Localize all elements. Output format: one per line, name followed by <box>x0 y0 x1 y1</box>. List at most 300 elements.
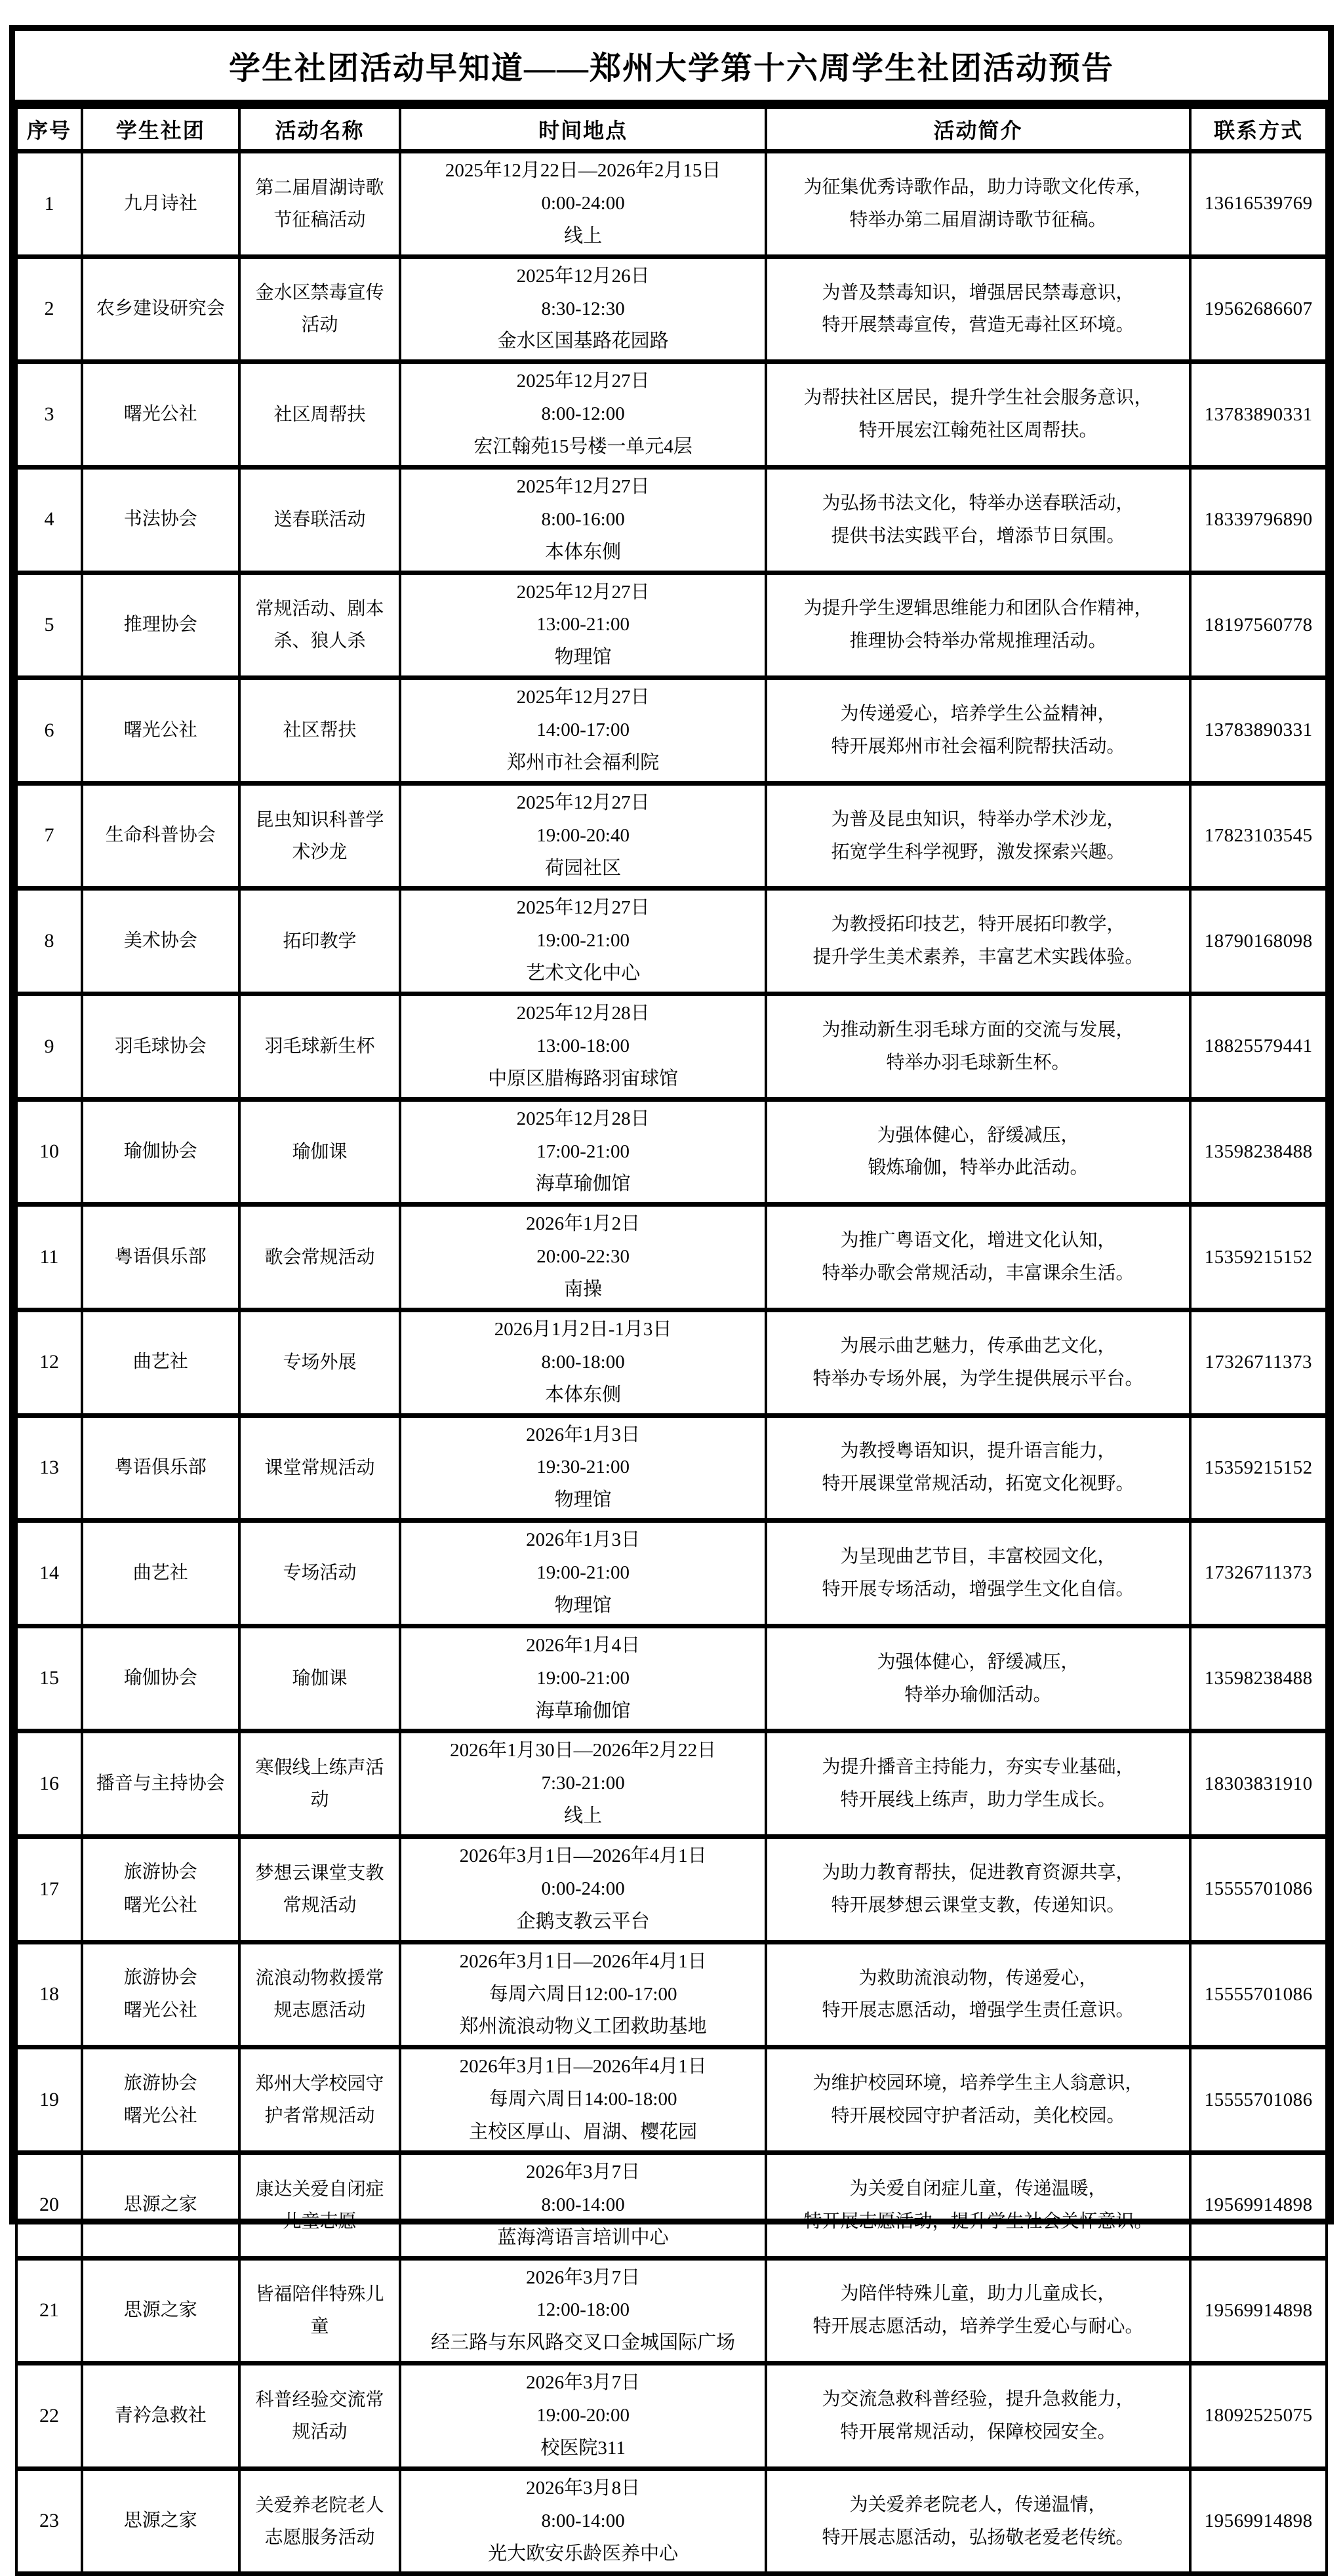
cell-contact-phone: 19569914898 <box>1190 2468 1327 2574</box>
cell-activity-name: 昆虫知识科普学术沙龙 <box>239 783 401 889</box>
cell-serial-number: 22 <box>16 2364 82 2469</box>
club-name-line: 瑜伽协会 <box>123 1141 197 1162</box>
cell-time-location <box>400 1626 765 1731</box>
time-location-line: 蓝海湾语言培训中心 <box>497 2226 669 2248</box>
time-location-line: 2025年12月22日—2026年2月15日 <box>445 160 721 181</box>
cell-club-name <box>82 1837 239 1942</box>
cell-contact-phone: 15359215152 <box>1190 1415 1327 1521</box>
cell-contact-phone: 19562686607 <box>1190 256 1327 362</box>
cell-contact-phone: 18339796890 <box>1190 467 1327 573</box>
activity-intro-line: 为救助流浪动物，传递爱心， <box>858 1967 1098 1988</box>
table-row <box>16 2468 1327 2574</box>
club-name-line: 美术协会 <box>123 930 197 951</box>
club-name-line: 瑜伽协会 <box>123 1668 197 1689</box>
cell-contact-phone: 18790168098 <box>1190 889 1327 994</box>
cell-activity-intro <box>766 2047 1190 2153</box>
activity-intro-line: 特开展志愿活动，增强学生责任意识。 <box>822 2000 1134 2021</box>
activity-intro-line: 为推动新生羽毛球方面的交流与发展， <box>822 1019 1134 1040</box>
table-row <box>16 467 1327 573</box>
cell-activity-intro <box>766 783 1190 889</box>
table-row <box>16 1942 1327 2047</box>
time-location-line: 宏江翰苑15号楼一单元4层 <box>473 436 692 457</box>
time-location-line: 2026年1月2日 <box>526 1213 641 1235</box>
cell-club-name <box>82 573 239 678</box>
time-location-line: 7:30-21:00 <box>541 1773 625 1794</box>
table-row <box>16 994 1327 1100</box>
cell-serial-number: 8 <box>16 889 82 994</box>
cell-activity-intro <box>766 467 1190 573</box>
time-location-line: 南操 <box>564 1279 603 1300</box>
time-location-line: 2026年1月3日 <box>526 1424 641 1445</box>
cell-activity-name: 羽毛球新生杯 <box>239 994 401 1100</box>
time-location-line: 企鹅支教云平台 <box>516 1910 650 1932</box>
cell-club-name <box>82 678 239 784</box>
cell-time-location <box>400 783 765 889</box>
cell-serial-number: 1 <box>16 151 82 257</box>
activity-intro-line: 为助力教育帮扶，促进教育资源共享， <box>822 1862 1134 1883</box>
time-location-line: 19:00-21:00 <box>536 1667 630 1689</box>
activity-intro-line: 为关爱养老院老人，传递温情， <box>849 2494 1107 2515</box>
activity-intro-line: 特开展专场活动，增强学生文化自信。 <box>822 1579 1134 1600</box>
activity-intro-line: 特开展常规活动，保障校园安全。 <box>840 2421 1116 2442</box>
cell-serial-number: 20 <box>16 2152 82 2258</box>
time-location-line: 2025年12月27日 <box>516 371 650 392</box>
time-location-line: 19:00-20:40 <box>536 824 630 846</box>
time-location-line: 2026年1月30日—2026年2月22日 <box>450 1740 717 1761</box>
cell-activity-intro <box>766 1837 1190 1942</box>
time-location-line: 0:00-24:00 <box>541 1878 625 1899</box>
activity-intro-line: 特举办专场外展，为学生提供展示平台。 <box>812 1368 1144 1389</box>
cell-club-name <box>82 1942 239 2047</box>
cell-serial-number: 10 <box>16 1099 82 1205</box>
column-header-no: 序号 <box>16 107 82 151</box>
activity-intro-line: 锻炼瑜伽，特举办此活动。 <box>868 1157 1089 1178</box>
table-row <box>16 889 1327 994</box>
time-location-line: 2025年12月27日 <box>516 792 650 813</box>
cell-time-location <box>400 2152 765 2258</box>
time-location-line: 8:30-12:30 <box>541 298 625 319</box>
cell-contact-phone: 15555701086 <box>1190 2047 1327 2153</box>
cell-club-name <box>82 994 239 1100</box>
time-location-line: 8:00-14:00 <box>541 2510 625 2531</box>
table-row <box>16 2047 1327 2153</box>
time-location-line: 本体东侧 <box>545 541 622 563</box>
cell-club-name <box>82 1415 239 1521</box>
table-row <box>16 1837 1327 1942</box>
cell-activity-name: 梦想云课堂支教常规活动 <box>239 1837 401 1942</box>
cell-club-name <box>82 467 239 573</box>
club-name-line: 书法协会 <box>123 509 197 530</box>
time-location-line: 8:00-18:00 <box>541 1351 625 1373</box>
activity-intro-line: 为强体健心，舒缓减压， <box>877 1651 1079 1672</box>
cell-time-location <box>400 994 765 1100</box>
cell-time-location <box>400 256 765 362</box>
column-header-time: 时间地点 <box>400 107 765 151</box>
time-location-line: 2026年3月7日 <box>526 2372 641 2394</box>
club-name-line: 曙光公社 <box>123 403 197 424</box>
time-location-line: 20:00-22:30 <box>536 1246 630 1268</box>
cell-serial-number: 14 <box>16 1521 82 1626</box>
activity-intro-line: 特开展宏江翰苑社区周帮扶。 <box>858 420 1098 441</box>
cell-activity-intro <box>766 994 1190 1100</box>
time-location-line: 8:00-16:00 <box>541 508 625 530</box>
club-name-line: 青衿急救社 <box>114 2405 207 2426</box>
time-location-line: 本体东侧 <box>545 1384 622 1405</box>
activity-intro-line: 特开展课堂常规活动，拓宽文化视野。 <box>822 1474 1134 1495</box>
activity-intro-line: 特开展志愿活动，培养学生爱心与耐心。 <box>812 2316 1144 2337</box>
activity-intro-line: 拓宽学生科学视野，激发探索兴趣。 <box>831 841 1125 862</box>
activity-intro-line: 特开展校园守护者活动，美化校园。 <box>831 2106 1125 2127</box>
time-location-line: 海草瑜伽馆 <box>535 1700 631 1721</box>
time-location-line: 2025年12月27日 <box>516 897 650 919</box>
cell-activity-name: 科普经验交流常规活动 <box>239 2364 401 2469</box>
cell-activity-intro <box>766 2468 1190 2574</box>
club-name-line: 粤语俱乐部 <box>114 1457 207 1478</box>
activity-intro-line: 为推广粤语文化，增进文化认知， <box>840 1230 1116 1251</box>
club-name-line: 旅游协会 <box>123 2072 197 2093</box>
cell-club-name <box>82 2364 239 2469</box>
cell-contact-phone: 18092525075 <box>1190 2364 1327 2469</box>
table-row <box>16 678 1327 784</box>
column-header-activity: 活动名称 <box>239 107 401 151</box>
cell-contact-phone: 13616539769 <box>1190 151 1327 257</box>
cell-time-location <box>400 1521 765 1626</box>
activity-intro-line: 为提升播音主持能力，夯实专业基础， <box>822 1757 1134 1778</box>
activity-intro-line: 提供书法实践平台，增添节日氛围。 <box>831 525 1125 546</box>
table-row <box>16 573 1327 678</box>
time-location-line: 海草瑜伽馆 <box>535 1173 631 1195</box>
cell-activity-intro <box>766 1731 1190 1837</box>
club-name-line: 曙光公社 <box>123 1895 197 1916</box>
page-title: 学生社团活动早知道——郑州大学第十六周学生社团活动预告 <box>15 31 1328 104</box>
table-row <box>16 1099 1327 1205</box>
club-name-line: 羽毛球协会 <box>114 1036 207 1057</box>
cell-serial-number: 2 <box>16 256 82 362</box>
cell-activity-intro <box>766 2152 1190 2258</box>
cell-contact-phone: 19569914898 <box>1190 2258 1327 2364</box>
cell-activity-intro <box>766 1310 1190 1415</box>
time-location-line: 8:00-12:00 <box>541 403 625 425</box>
cell-activity-intro <box>766 1099 1190 1205</box>
time-location-line: 2026年3月1日—2026年4月1日 <box>459 2056 707 2078</box>
time-location-line: 郑州流浪动物义工团救助基地 <box>459 2016 707 2038</box>
table-row <box>16 783 1327 889</box>
cell-time-location <box>400 362 765 468</box>
cell-activity-intro <box>766 2364 1190 2469</box>
cell-serial-number: 18 <box>16 1942 82 2047</box>
cell-activity-name: 歌会常规活动 <box>239 1205 401 1310</box>
time-location-line: 2026年1月4日 <box>526 1634 641 1656</box>
table-row <box>16 1521 1327 1626</box>
cell-activity-name: 社区帮扶 <box>239 678 401 784</box>
cell-activity-intro <box>766 362 1190 468</box>
cell-club-name <box>82 151 239 257</box>
cell-time-location <box>400 573 765 678</box>
cell-serial-number: 23 <box>16 2468 82 2574</box>
activities-table <box>15 104 1328 2576</box>
cell-contact-phone: 15555701086 <box>1190 1837 1327 1942</box>
cell-serial-number: 13 <box>16 1415 82 1521</box>
time-location-line: 19:00-21:00 <box>536 930 630 952</box>
cell-contact-phone: 17326711373 <box>1190 1310 1327 1415</box>
cell-time-location <box>400 1310 765 1415</box>
cell-activity-intro <box>766 256 1190 362</box>
cell-serial-number: 16 <box>16 1731 82 1837</box>
cell-contact-phone: 18197560778 <box>1190 573 1327 678</box>
club-name-line: 思源之家 <box>123 2510 197 2531</box>
activity-intro-line: 为弘扬书法文化，特举办送春联活动， <box>822 493 1134 513</box>
club-name-line: 曙光公社 <box>123 2000 197 2021</box>
club-name-line: 粤语俱乐部 <box>114 1246 207 1267</box>
club-name-line: 曲艺社 <box>132 1562 188 1583</box>
time-location-line: 19:00-21:00 <box>536 1562 630 1583</box>
time-location-line: 19:30-21:00 <box>536 1457 630 1478</box>
column-header-phone: 联系方式 <box>1190 107 1327 151</box>
cell-contact-phone: 13598238488 <box>1190 1099 1327 1205</box>
cell-serial-number: 5 <box>16 573 82 678</box>
time-location-line: 艺术文化中心 <box>526 963 641 984</box>
time-location-line: 19:00-20:00 <box>536 2405 630 2426</box>
time-location-line: 2026年3月8日 <box>526 2477 641 2499</box>
cell-time-location <box>400 467 765 573</box>
cell-activity-intro <box>766 1626 1190 1731</box>
cell-activity-intro <box>766 573 1190 678</box>
activity-intro-line: 特开展梦想云课堂支教，传递知识。 <box>831 1895 1125 1916</box>
activity-intro-line: 为教授拓印技艺，特开展拓印教学， <box>831 914 1125 935</box>
cell-activity-intro <box>766 1521 1190 1626</box>
cell-activity-name: 专场外展 <box>239 1310 401 1415</box>
activity-intro-line: 为帮扶社区居民，提升学生社会服务意识， <box>803 388 1153 409</box>
cell-serial-number: 11 <box>16 1205 82 1310</box>
cell-club-name <box>82 1626 239 1731</box>
time-location-line: 每周六周日14:00-18:00 <box>489 2089 677 2110</box>
activity-intro-line: 特开展志愿活动，提升学生社会关怀意识。 <box>803 2211 1153 2232</box>
activity-intro-line: 特举办歌会常规活动，丰富课余生活。 <box>822 1263 1134 1284</box>
cell-club-name <box>82 1731 239 1837</box>
cell-time-location <box>400 1415 765 1521</box>
club-name-line: 曲艺社 <box>132 1352 188 1373</box>
table-row <box>16 2364 1327 2469</box>
activity-intro-line: 为交流急救科普经验，提升急救能力， <box>822 2389 1134 2410</box>
table-row <box>16 1310 1327 1415</box>
club-name-line: 播音与主持协会 <box>96 1773 225 1794</box>
cell-activity-intro <box>766 1205 1190 1310</box>
time-location-line: 2026年1月3日 <box>526 1529 641 1551</box>
cell-time-location <box>400 889 765 994</box>
time-location-line: 物理馆 <box>554 1489 612 1511</box>
club-name-line: 曙光公社 <box>123 2106 197 2127</box>
cell-activity-name: 皆福陪伴特殊儿童 <box>239 2258 401 2364</box>
cell-contact-phone: 13783890331 <box>1190 678 1327 784</box>
club-name-line: 九月诗社 <box>123 193 197 214</box>
cell-activity-name: 康达关爱自闭症儿童志愿 <box>239 2152 401 2258</box>
club-name-line: 思源之家 <box>123 2300 197 2321</box>
cell-contact-phone: 19569914898 <box>1190 2152 1327 2258</box>
cell-activity-name: 课堂常规活动 <box>239 1415 401 1521</box>
club-name-line: 农乡建设研究会 <box>96 298 225 319</box>
cell-contact-phone: 13783890331 <box>1190 362 1327 468</box>
time-location-line: 物理馆 <box>554 1594 612 1616</box>
time-location-line: 14:00-17:00 <box>536 719 630 740</box>
column-header-club: 学生社团 <box>82 107 239 151</box>
time-location-line: 2026月1月2日-1月3日 <box>494 1318 672 1340</box>
table-row <box>16 362 1327 468</box>
time-location-line: 2026年3月1日—2026年4月1日 <box>459 1950 707 1972</box>
activity-intro-line: 特举办第二届眉湖诗歌节征稿。 <box>849 209 1107 230</box>
table-row <box>16 151 1327 257</box>
time-location-line: 2026年3月7日 <box>526 2161 641 2183</box>
time-location-line: 12:00-18:00 <box>536 2299 630 2321</box>
time-location-line: 13:00-18:00 <box>536 1035 630 1057</box>
cell-activity-name: 常规活动、剧本杀、狼人杀 <box>239 573 401 678</box>
time-location-line: 金水区国基路花园路 <box>497 331 669 352</box>
activity-intro-line: 为强体健心，舒缓减压， <box>877 1125 1079 1146</box>
activity-intro-line: 推理协会特举办常规推理活动。 <box>849 631 1107 652</box>
cell-club-name <box>82 256 239 362</box>
club-name-line: 推理协会 <box>123 614 197 635</box>
cell-club-name <box>82 2468 239 2574</box>
cell-time-location <box>400 2047 765 2153</box>
column-header-intro: 活动简介 <box>766 107 1190 151</box>
table-row <box>16 1415 1327 1521</box>
activity-intro-line: 为关爱自闭症儿童，传递温暖， <box>849 2178 1107 2199</box>
cell-activity-name: 金水区禁毒宣传活动 <box>239 256 401 362</box>
table-row <box>16 1731 1327 1837</box>
cell-activity-name: 寒假线上练声活动 <box>239 1731 401 1837</box>
cell-time-location <box>400 1205 765 1310</box>
activity-intro-line: 为教授粤语知识，提升语言能力， <box>840 1441 1116 1462</box>
cell-club-name <box>82 362 239 468</box>
cell-contact-phone: 15359215152 <box>1190 1205 1327 1310</box>
cell-time-location <box>400 678 765 784</box>
time-location-line: 17:00-21:00 <box>536 1140 630 1162</box>
cell-serial-number: 9 <box>16 994 82 1100</box>
table-row <box>16 2152 1327 2258</box>
time-location-line: 0:00-24:00 <box>541 192 625 214</box>
time-location-line: 光大欧安乐龄医养中心 <box>488 2543 679 2564</box>
activity-intro-line: 特举办瑜伽活动。 <box>904 1684 1052 1705</box>
time-location-line: 2025年12月28日 <box>516 1003 650 1024</box>
cell-club-name <box>82 783 239 889</box>
cell-contact-phone: 15555701086 <box>1190 1942 1327 2047</box>
time-location-line: 郑州市社会福利院 <box>507 752 660 773</box>
time-location-line: 2026年3月7日 <box>526 2266 641 2288</box>
cell-serial-number: 17 <box>16 1837 82 1942</box>
club-name-line: 思源之家 <box>123 2194 197 2215</box>
cell-time-location <box>400 1837 765 1942</box>
club-name-line: 旅游协会 <box>123 1862 197 1883</box>
activity-intro-line: 为普及禁毒知识，增强居民禁毒意识， <box>822 282 1134 303</box>
cell-activity-intro <box>766 678 1190 784</box>
cell-activity-name: 社区周帮扶 <box>239 362 401 468</box>
header-row <box>16 107 1327 151</box>
cell-club-name <box>82 1205 239 1310</box>
activity-intro-line: 为普及昆虫知识，特举办学术沙龙， <box>831 809 1125 830</box>
cell-activity-name: 送春联活动 <box>239 467 401 573</box>
table-row <box>16 2258 1327 2364</box>
cell-time-location <box>400 2258 765 2364</box>
cell-contact-phone: 13598238488 <box>1190 1626 1327 1731</box>
cell-activity-name: 瑜伽课 <box>239 1099 401 1205</box>
cell-time-location <box>400 1731 765 1837</box>
time-location-line: 线上 <box>564 1805 603 1827</box>
activity-intro-line: 特开展线上练声，助力学生成长。 <box>840 1790 1116 1811</box>
table-row <box>16 256 1327 362</box>
cell-serial-number: 19 <box>16 2047 82 2153</box>
activity-intro-line: 特开展郑州市社会福利院帮扶活动。 <box>831 736 1125 757</box>
time-location-line: 8:00-14:00 <box>541 2194 625 2215</box>
cell-activity-intro <box>766 2258 1190 2364</box>
cell-club-name <box>82 1310 239 1415</box>
activity-intro-line: 为传递爱心，培养学生公益精神， <box>840 704 1116 725</box>
cell-time-location <box>400 151 765 257</box>
activity-intro-line: 为呈现曲艺节目，丰富校园文化， <box>840 1546 1116 1567</box>
cell-club-name <box>82 1521 239 1626</box>
cell-activity-name: 第二届眉湖诗歌节征稿活动 <box>239 151 401 257</box>
activity-intro-line: 为维护校园环境，培养学生主人翁意识， <box>812 2073 1144 2094</box>
time-location-line: 荷园社区 <box>545 857 622 879</box>
cell-activity-name: 瑜伽课 <box>239 1626 401 1731</box>
table-row <box>16 1205 1327 1310</box>
time-location-line: 经三路与东风路交叉口金城国际广场 <box>431 2332 736 2354</box>
activity-intro-line: 为展示曲艺魅力，传承曲艺文化， <box>840 1335 1116 1356</box>
cell-serial-number: 7 <box>16 783 82 889</box>
cell-time-location <box>400 1942 765 2047</box>
cell-activity-intro <box>766 889 1190 994</box>
cell-activity-name: 郑州大学校园守护者常规活动 <box>239 2047 401 2153</box>
cell-club-name <box>82 2258 239 2364</box>
cell-serial-number: 4 <box>16 467 82 573</box>
club-name-line: 曙光公社 <box>123 719 197 740</box>
club-name-line: 旅游协会 <box>123 1967 197 1988</box>
cell-serial-number: 21 <box>16 2258 82 2364</box>
time-location-line: 中原区腊梅路羽宙球馆 <box>488 1068 679 1089</box>
club-name-line: 生命科普协会 <box>105 825 216 846</box>
time-location-line: 2025年12月26日 <box>516 265 650 287</box>
table-row <box>16 1626 1327 1731</box>
cell-contact-phone: 18303831910 <box>1190 1731 1327 1837</box>
cell-serial-number: 15 <box>16 1626 82 1731</box>
cell-time-location <box>400 2364 765 2469</box>
cell-activity-name: 拓印教学 <box>239 889 401 994</box>
cell-contact-phone: 17823103545 <box>1190 783 1327 889</box>
activity-intro-line: 提升学生美术素养，丰富艺术实践体验。 <box>812 947 1144 968</box>
document-sheet <box>9 25 1334 2564</box>
cell-club-name <box>82 2047 239 2153</box>
time-location-line: 每周六周日12:00-17:00 <box>489 1983 677 2005</box>
cell-serial-number: 12 <box>16 1310 82 1415</box>
activity-intro-line: 为征集优秀诗歌作品，助力诗歌文化传承， <box>803 176 1153 197</box>
cell-activity-name: 流浪动物救援常规志愿活动 <box>239 1942 401 2047</box>
time-location-line: 2025年12月27日 <box>516 687 650 708</box>
time-location-line: 2025年12月28日 <box>516 1108 650 1129</box>
time-location-line: 2025年12月27日 <box>516 475 650 497</box>
cell-contact-phone: 17326711373 <box>1190 1521 1327 1626</box>
cell-contact-phone: 18825579441 <box>1190 994 1327 1100</box>
cell-time-location <box>400 2468 765 2574</box>
activity-intro-line: 为陪伴特殊儿童，助力儿童成长， <box>840 2284 1116 2304</box>
cell-activity-intro <box>766 1942 1190 2047</box>
table-body <box>16 151 1327 2574</box>
time-location-line: 线上 <box>564 225 603 247</box>
activity-intro-line: 特举办羽毛球新生杯。 <box>886 1052 1070 1073</box>
activity-intro-line: 特开展禁毒宣传，营造无毒社区环境。 <box>822 315 1134 336</box>
time-location-line: 校医院311 <box>540 2437 626 2459</box>
activity-intro-line: 特开展志愿活动，弘扬敬老爱老传统。 <box>822 2527 1134 2548</box>
cell-activity-intro <box>766 151 1190 257</box>
cell-club-name <box>82 889 239 994</box>
cell-serial-number: 3 <box>16 362 82 468</box>
